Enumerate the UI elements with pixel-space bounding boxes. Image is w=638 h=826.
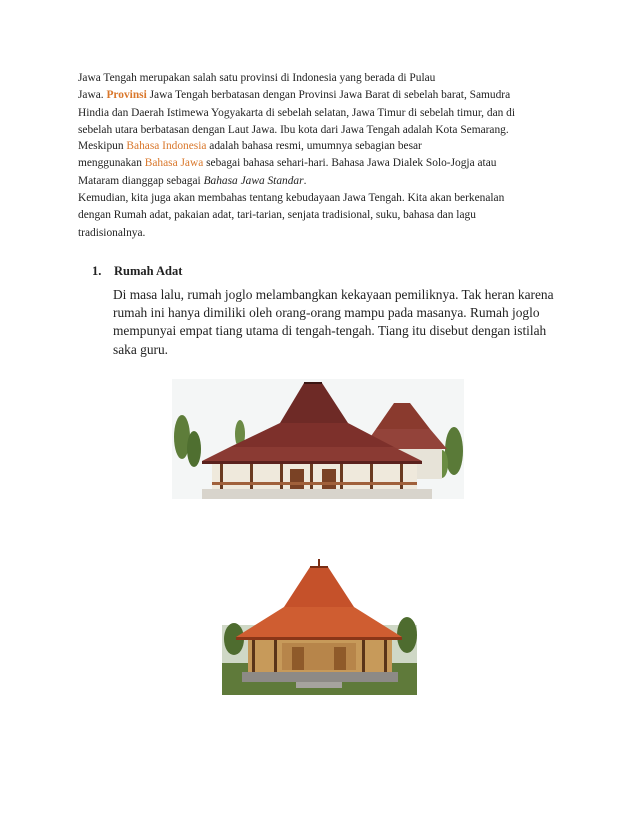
section-line-2: rumah ini hanya dimiliki oleh orang-orang mampu pada masanya. Rumah joglo xyxy=(113,305,540,321)
intro-line-1: Jawa Tengah merupakan salah satu provinsi di Indonesia yang berada di Pulau xyxy=(78,72,436,84)
section-line-4: saka guru. xyxy=(113,341,169,357)
intro-paragraph xyxy=(78,70,568,140)
language-line-3-start: Mataram dianggap sebagai xyxy=(78,174,204,187)
intro-line-2-end: Jawa Tengah berbatasan dengan Provinsi Jawa Barat di sebelah barat, Samudra xyxy=(146,89,511,102)
culture-line-3: tradisionalnya. xyxy=(78,226,146,239)
link-provinsi[interactable]: Provinsi xyxy=(106,89,147,102)
section-line-1: Di masa lalu, rumah joglo melambangkan kekayaan pemiliknya. Tak heran karena xyxy=(113,287,554,302)
link-bahasa-indonesia[interactable]: Bahasa Indonesia xyxy=(126,140,207,152)
section-number: 1. xyxy=(92,264,102,278)
culture-paragraph xyxy=(78,190,568,242)
culture-line-1: Kemudian, kita juga akan membahas tentang kebudayaan Jawa Tengah. Kita akan berkenalan xyxy=(78,192,505,204)
section-line-3: mempunyai empat tiang utama di tengah-tengah. Tiang itu disebut dengan istilah xyxy=(113,323,547,339)
intro-line-4: sebelah utara berbatasan dengan Laut Jawa. Ibu kota dari Jawa Tengah adalah Kota Semarang. xyxy=(78,124,509,137)
language-line-3-end: . xyxy=(303,174,307,187)
link-bahasa-jawa[interactable]: Bahasa Jawa xyxy=(144,157,204,170)
section-heading xyxy=(92,264,182,279)
intro-line-2-start: Jawa. xyxy=(78,89,107,102)
section-body xyxy=(113,286,575,359)
language-paragraph xyxy=(78,138,568,190)
section-title: Rumah Adat xyxy=(114,264,183,278)
language-line-2-start: menggunakan xyxy=(78,157,145,170)
language-line-3-italic: Bahasa Jawa Standar xyxy=(203,174,304,187)
joglo-house-photo-2 xyxy=(222,555,417,695)
culture-line-2: dengan Rumah adat, pakaian adat, tari-tarian, senjata tradisional, suku, bahasa dan lagu xyxy=(78,209,476,222)
language-line-1-start: Meskipun xyxy=(78,140,127,152)
language-line-2-end: sebagai bahasa sehari-hari. Bahasa Jawa Dialek Solo-Jogja atau xyxy=(203,157,497,170)
intro-line-3: Hindia dan Daerah Istimewa Yogyakarta di sebelah selatan, Jawa Timur di sebelah timur, dan di xyxy=(78,106,516,119)
joglo-house-photo-1 xyxy=(172,379,464,499)
language-line-1-end: adalah bahasa resmi, umumnya sebagian besar xyxy=(206,140,422,152)
